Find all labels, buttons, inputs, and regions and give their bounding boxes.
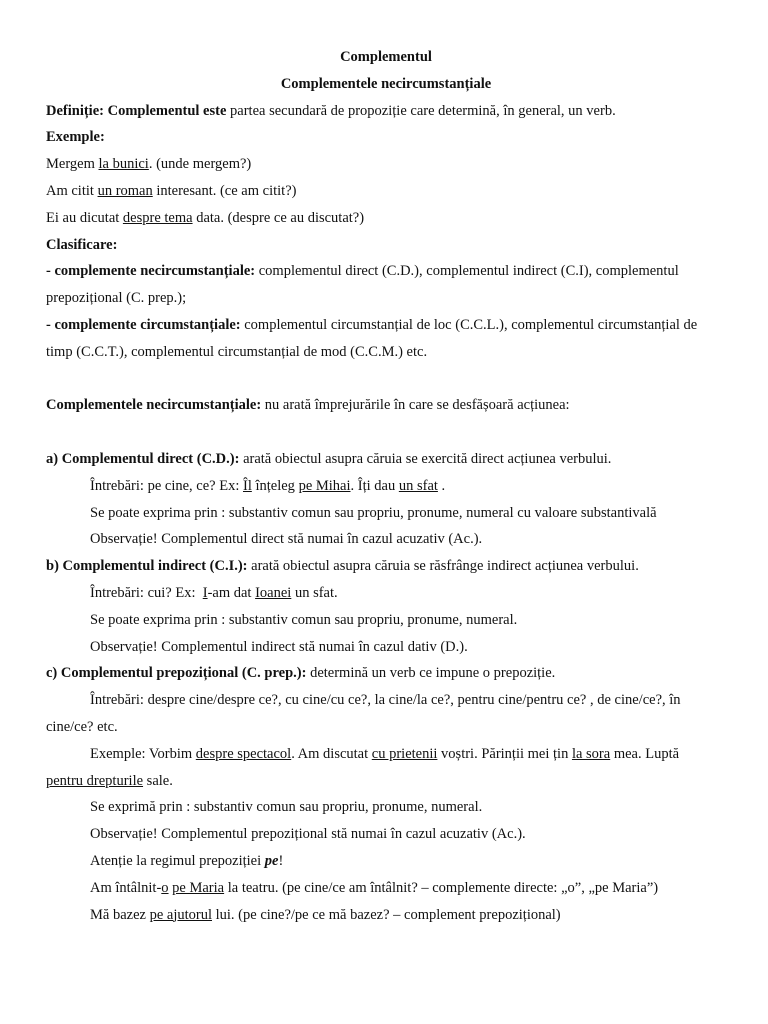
clasificare-item-1-cont: prepozițional (C. prep.); [46,290,187,307]
clasificare-heading: Clasificare: [46,236,118,253]
cp-example-4: Mă bazez pe ajutorul lui. (pe cine?/pe ce mă bazez? – complement prepozițional) [90,906,561,923]
cp-atentie: Atenție la regimul prepoziției pe! [90,852,284,869]
example-3: Ei au dicutat despre tema data. (despre ce au discutat?) [46,209,365,226]
examples-heading: Exemple: [46,129,105,146]
cd-questions: Întrebări: pe cine, ce? Ex: Îl înțeleg pe Mihai. Îți dau un sfat . [90,477,446,494]
cp-expression: Se exprimă prin : substantiv comun sau propriu, pronume, numeral. [90,799,483,816]
section-complement-indirect: b) Complementul indirect (C.I.): arată obiectul asupra căruia se răsfrânge indirect acțiunea verbului. [46,558,639,575]
underlined-complement: la bunici [98,156,149,173]
document-subtitle: Complementele necircumstanțiale [280,75,492,92]
clasificare-item-1: - complemente necircumstanțiale: complementul direct (C.D.), complementul indirect (C.I), complementul [46,263,679,280]
cp-examples-cont: pentru drepturile sale. [46,772,173,789]
underlined-complement: un roman [97,182,153,199]
section-complement-prepozitional: c) Complementul prepozițional (C. prep.): determină un verb ce impune o prepoziție. [46,665,556,682]
cd-observation: Observație! Complementul direct stă numai în cazul acuzativ (Ac.). [90,531,483,548]
cp-example-3: Am întâlnit-o pe Maria la teatru. (pe cine/ce am întâlnit? – complemente directe: „o”, „pe Maria”) [90,879,659,896]
cp-observation: Observație! Complementul prepozițional stă numai în cazul acuzativ (Ac.). [90,826,526,843]
spacer [46,366,726,393]
clasificare-item-2-cont: timp (C.C.T.), complementul circumstanțial de mod (C.C.M.) etc. [46,343,428,360]
definition-line [46,98,726,125]
document-title: Complementul [340,49,432,65]
ci-observation: Observație! Complementul indirect stă numai în cazul dativ (D.). [90,638,468,655]
necircumstantiale-intro: Complementele necircumstanțiale: nu arată împrejurările în care se desfășoară acțiunea: [46,397,570,414]
cp-questions-cont: cine/ce? etc. [46,718,118,735]
cp-examples: Exemple: Vorbim despre spectacol. Am discutat cu prietenii voștri. Părinții mei țin la sora mea. Luptă [90,745,680,762]
clasificare-item-2: - complemente circumstanțiale: complementul circumstanțial de loc (C.C.L.), complementul circumstanțial de [46,316,698,333]
cd-expression: Se poate exprima prin : substantiv comun sau propriu, pronume, numeral cu valoare substantivală [90,504,657,521]
document-page [46,44,726,928]
section-complement-direct: a) Complementul direct (C.D.): arată obiectul asupra căruia se exercită direct acțiunea verbului. [46,450,612,467]
underlined-complement: despre tema [122,209,193,226]
example-1: Mergem la bunici. (unde mergem?) [46,156,252,173]
definition-label: Definiție: Complementul este [46,102,227,119]
definition-text: partea secundară de propoziție care determină, în general, un verb. [226,102,616,119]
example-2: Am citit un roman interesant. (ce am citit?) [46,182,297,199]
spacer [46,419,726,446]
cp-questions: Întrebări: despre cine/despre ce?, cu cine/cu ce?, la cine/la ce?, pentru cine/pentru ce? , de cine/ce?, în [90,692,681,709]
ci-expression: Se poate exprima prin : substantiv comun sau propriu, pronume, numeral. [90,611,518,628]
ci-questions: Întrebări: cui? Ex: I-am dat Ioanei un sfat. [90,584,338,601]
